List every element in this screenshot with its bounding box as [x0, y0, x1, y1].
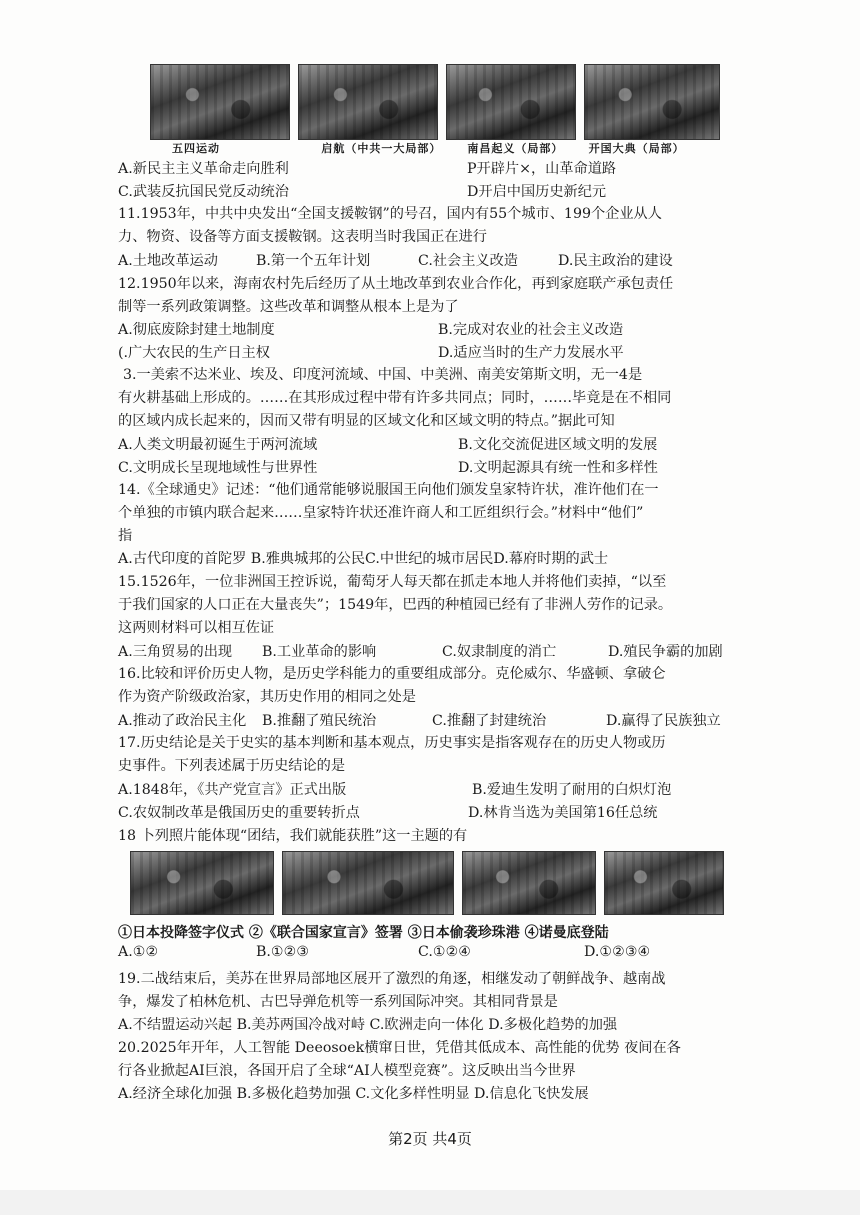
q12-stem-2: 制等一系列政策调整。这些改革和调整从根本上是为了	[118, 299, 459, 315]
q14-options: A.古代印度的首陀罗 B.雅典城邦的公民C.中世纪的城市居民D.幕府时期的武士	[118, 551, 609, 567]
q10-option-b: P开辟片×，山革命道路	[467, 161, 617, 177]
caption-4: 开国大典（局部）	[588, 142, 685, 155]
top-photo-captions	[150, 140, 710, 156]
q13-option-a: A.人类文明最初诞生于两河流域	[118, 437, 318, 453]
q16-option-a: A.推动了政治民主化	[118, 713, 247, 729]
q16-option-c: C.推翻了封建统治	[432, 713, 547, 729]
q15-stem-1: 15.1526年，一位非洲国王控诉说，葡萄牙人每天都在抓走本地人并将他们卖掉，“以至	[118, 574, 667, 590]
q18-option-b: B.①②③	[256, 944, 310, 960]
q20-stem-1: 20.2025年开年，人工智能 Deeosoek横窜日世，凭借其低成本、高性能的优势 夜间在各	[118, 1040, 681, 1056]
caption-1: 五四运动	[172, 142, 220, 155]
q12-stem-1: 12.1950年以来，海南农村先后经历了从土地改革到农业合作化，再到家庭联产承包责任	[118, 276, 674, 292]
q15-stem-3: 这两则材料可以相互佐证	[118, 620, 275, 636]
q12-option-d: D.适应当时的生产力发展水平	[438, 345, 624, 361]
bottom-strip	[0, 1190, 860, 1215]
q20-stem-2: 行各业掀起AI巨浪，各国开启了全球“AI人模型竞赛”。这反映出当今世界	[118, 1063, 576, 1079]
q14-stem-1: 14.《全球通史》记述：“他们通常能够说服国王向他们颁发皇家特许状，准许他们在一	[118, 482, 659, 498]
surrender-ceremony-photo	[130, 851, 274, 915]
may-fourth-photo	[150, 64, 290, 140]
q13-option-b: B.文化交流促进区域文明的发展	[458, 437, 658, 453]
q10-option-a: A.新民主主义革命走向胜利	[118, 161, 289, 177]
q16-option-d: D.赢得了民族独立	[606, 713, 721, 729]
q18-photo-strip	[130, 851, 724, 915]
q15-option-a: A.三角贸易的出现	[118, 644, 233, 660]
q11-option-a: A.土地改革运动	[118, 253, 218, 269]
q16-option-b: B.推翻了殖民统治	[262, 713, 377, 729]
q13-stem-1: 3.一美索不达米业、埃及、印度河流域、中国、中美洲、南美安第斯文明，无一4是	[123, 367, 643, 383]
q19-stem-2: 争，爆发了柏林危机、古巴导弹危机等一系列国际冲突。其相同背景是	[118, 994, 558, 1010]
q10-option-d: D开启中国历史新纪元	[467, 184, 607, 200]
q17-option-c: C.农奴制改革是俄国历史的重要转折点	[118, 805, 360, 821]
q11-option-b: B.第一个五年计划	[256, 253, 371, 269]
q14-stem-2: 个单独的市镇内联合起来……皇家特许状还准许商人和工匠组织行会。”材料中“他们”	[118, 505, 644, 521]
caption-3: 南昌起义（局部）	[467, 142, 564, 155]
q13-stem-2: 有火耕基础上形成的。……在其形成过程中带有许多共同点；同时，……毕竟是在不相同	[118, 390, 672, 406]
top-photo-strip	[150, 64, 720, 140]
q20-options: A.经济全球化加强 B.多极化趋势加强 C.文化多样性明显 D.信息化飞快发展	[118, 1086, 589, 1102]
q12-option-b: B.完成对农业的社会主义改造	[438, 322, 624, 338]
page-number: 第2页 共4页	[388, 1130, 472, 1148]
q12-option-c: (.广大农民的生产日主权	[118, 345, 270, 361]
q11-option-d: D.民主政治的建设	[558, 253, 673, 269]
q18-option-c: C.①②④	[418, 944, 472, 960]
q19-stem-1: 19.二战结束后，美苏在世界局部地区展开了激烈的角逐，相继发动了朝鲜战争、越南战	[118, 971, 666, 987]
q15-stem-2: 于我们国家的人口正在大量丧失”；1549年，巴西的种植园已经有了非洲人劳作的记录。	[118, 597, 673, 613]
q17-option-b: B.爱迪生发明了耐用的白炽灯泡	[472, 782, 672, 798]
q18-photo-captions: ①日本投降签字仪式 ②《联合国家宣言》签署 ③日本偷袭珍珠港 ④诺曼底登陆	[118, 925, 609, 941]
q15-option-c: C.奴隶制度的消亡	[442, 644, 557, 660]
caption-2: 启航（中共一大局部）	[321, 142, 442, 155]
q17-option-a: A.1848年，《共产党宣言》正式出版	[118, 782, 347, 798]
q11-option-c: C.社会主义改造	[418, 253, 518, 269]
q18-stem: 18 卜列照片能体现“团结，我们就能获胜”这一主题的有	[118, 828, 468, 844]
q17-stem-2: 史事件。下列表述属于历史结论的是	[118, 758, 346, 774]
q16-stem-2: 作为资产阶级政治家，其历史作用的相同之处是	[118, 689, 416, 705]
q19-options: A.不结盟运动兴起 B.美苏两国冷战对峙 C.欧洲走向一体化 D.多极化趋势的加强	[118, 1017, 618, 1033]
q13-stem-3: 的区域内成长起来的，因而又带有明显的区域文化和区域文明的特点。”据此可知	[118, 413, 615, 429]
founding-ceremony-photo	[584, 64, 720, 140]
q13-option-c: C.文明成长呈现地域性与世界性	[118, 460, 318, 476]
nanchang-uprising-photo	[446, 64, 576, 140]
q12-option-a: A.彻底废除封建土地制度	[118, 322, 275, 338]
q11-stem-2: 力、物资、设备等方面支援鞍钢。这表明当时我国正在进行	[118, 229, 487, 245]
q15-option-d: D.殖民争霸的加剧	[608, 644, 723, 660]
un-declaration-photo	[282, 851, 454, 915]
q18-option-a: A.①②	[118, 944, 159, 960]
q17-option-d: D.林肯当选为美国第16任总统	[468, 805, 658, 821]
q13-option-d: D.文明起源具有统一性和多样性	[458, 460, 658, 476]
q11-stem-1: 11.1953年，中共中央发出“全国支援鞍钢”的号召，国内有55个城市、199个企业从人	[118, 206, 662, 222]
q16-stem-1: 16.比较和评价历史人物，是历史学科能力的重要组成部分。克伦威尔、华盛顿、拿破仑	[118, 666, 666, 682]
q14-stem-3: 指	[118, 528, 133, 544]
normandy-landing-photo	[604, 851, 724, 915]
q18-option-d: D.①②③④	[584, 944, 651, 960]
q15-option-b: B.工业革命的影响	[262, 644, 377, 660]
pearl-harbor-photo	[462, 851, 596, 915]
q17-stem-1: 17.历史结论是关于史实的基本判断和基本观点，历史事实是指客观存在的历史人物或历	[118, 735, 666, 751]
q10-option-c: C.武装反抗国民党反动统治	[118, 184, 289, 200]
first-congress-photo	[298, 64, 438, 140]
